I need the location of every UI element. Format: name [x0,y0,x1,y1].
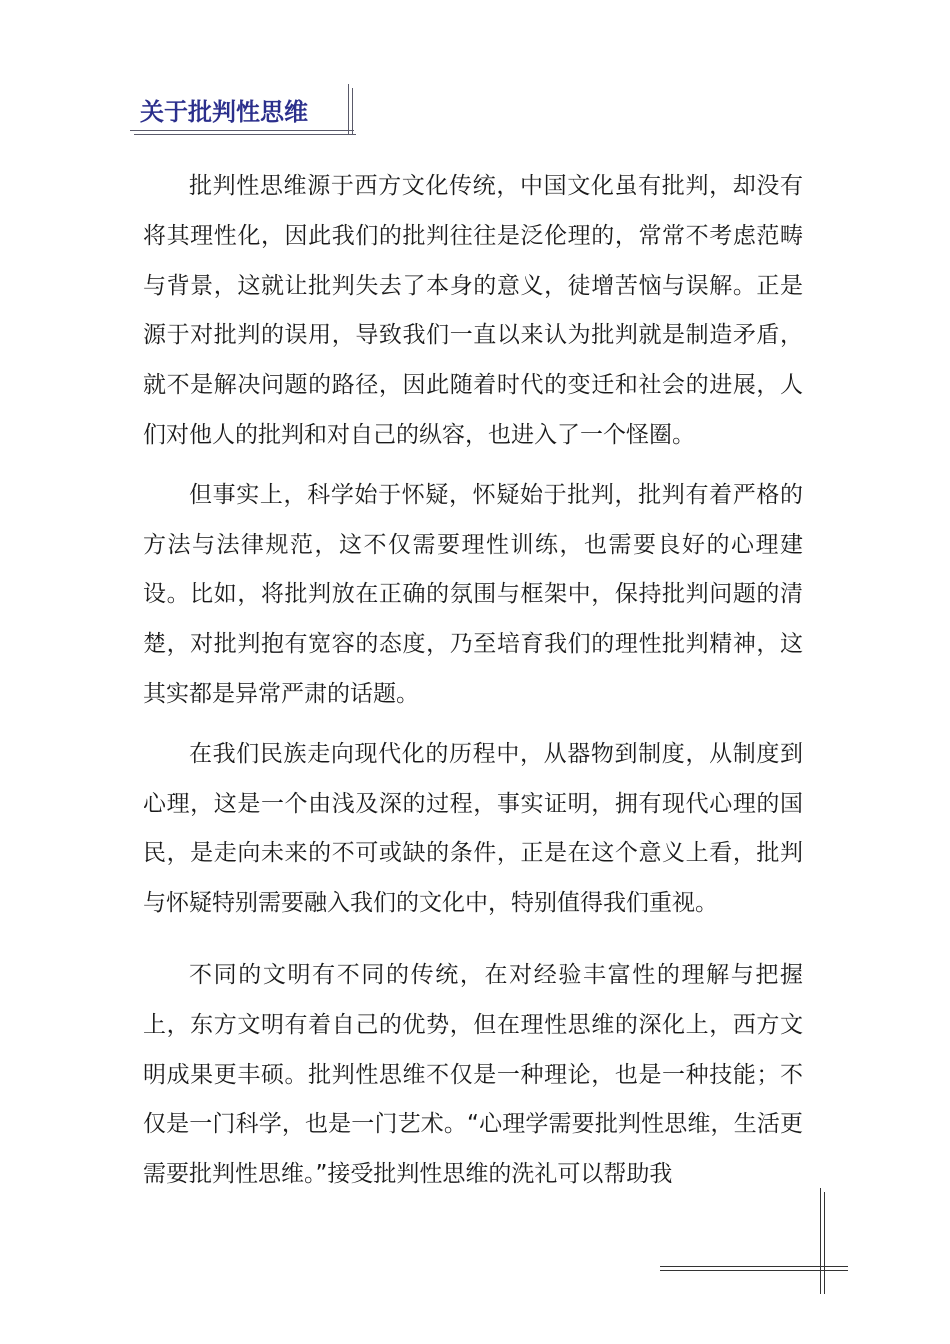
heading-underline-shadow [134,134,356,135]
paragraph-1: 批判性思维源于西方文化传统，中国文化虽有批判，却没有将其理性化，因此我们的批判往往是泛伦理的，常常不考虑范畴与背景，这就让批判失去了本身的意义，徒增苦恼与误解。正是源于对批判的误用，导致我们一直以来认为批判就是制造矛盾，就不是解决问题的路径，因此随着时代的变迁和社会的进展，人们对他人的批判和对自己的纵容，也进入了一个怪圈。 [143,173,803,448]
heading-underline [130,130,354,131]
body-text [143,162,803,1200]
crop-mark [660,1188,850,1298]
crop-mark-vertical [820,1188,821,1294]
heading-right-rule-shadow [352,88,353,135]
paragraph-4: 不同的文明有不同的传统，在对经验丰富性的理解与把握上，东方文明有着自己的优势，但在理性思维的深化上，西方文明成果更丰硕。批判性思维不仅是一种理论，也是一种技能；不仅是一门科学，也是一门艺术。“心理学需要批判性思维，生活更需要批判性思维。”接受批判性思维的洗礼可以帮助我 [143,961,803,1188]
section-heading [130,82,356,138]
paragraph-2: 但事实上，科学始于怀疑，怀疑始于批判，批判有着严格的方法与法律规范，这不仅需要理性训练，也需要良好的心理建设。比如，将批判放在正确的氛围与框架中，保持批判问题的清楚，对批判抱有宽容的态度，乃至培育我们的理性批判精神，这其实都是异常严肃的话题。 [143,481,803,707]
page-title: 关于批判性思维 [140,98,308,126]
paragraph-3: 在我们民族走向现代化的历程中，从器物到制度，从制度到心理，这是一个由浅及深的过程，事实证明，拥有现代心理的国民，是走向未来的不可或缺的条件，正是在这个意义上看，批判与怀疑特别需要融入我们的文化中，特别值得我们重视。 [143,740,803,917]
crop-mark-vertical-inner [824,1192,825,1294]
heading-right-rule [348,84,349,134]
